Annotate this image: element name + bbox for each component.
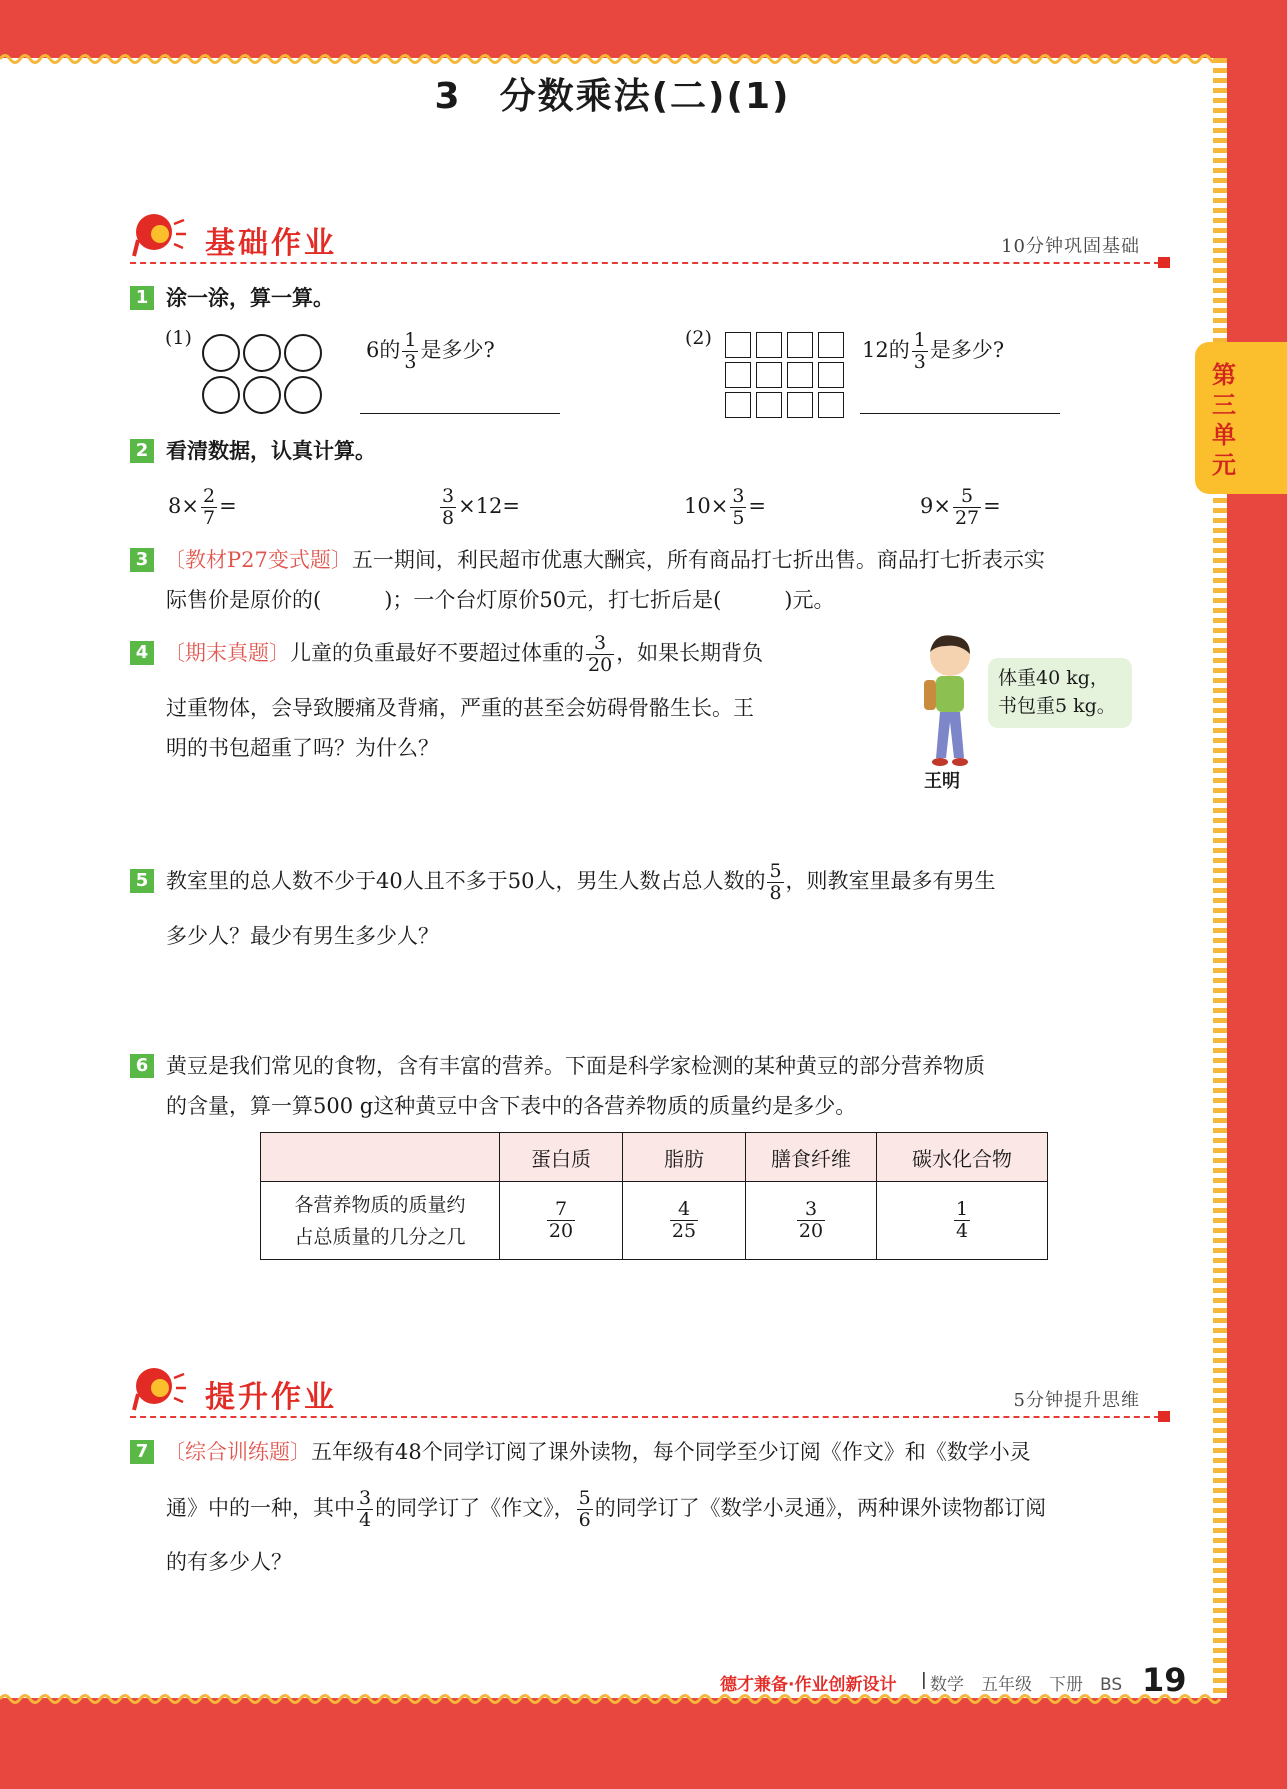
paint-square[interactable] [787, 392, 813, 418]
fraction-denominator: 25 [671, 1220, 697, 1242]
fraction-denominator: 20 [798, 1220, 824, 1242]
question-number: 7 [130, 1440, 154, 1464]
fraction-numerator: 1 [955, 1198, 969, 1220]
wave-border-top [0, 52, 1225, 66]
fraction-denominator: 4 [955, 1220, 969, 1242]
paint-square[interactable] [787, 362, 813, 388]
paint-circle[interactable] [284, 376, 322, 414]
page-title: 3 分数乘法(二)(1) [434, 76, 791, 117]
question-number: 5 [130, 869, 154, 893]
fraction-denominator: 5 [732, 507, 745, 529]
unit-side-tab[interactable] [1195, 342, 1287, 494]
table-row-label-line: 占总质量的几分之几 [294, 1225, 466, 1248]
section-title-advanced: 提升作业 [205, 1380, 337, 1415]
expression [684, 486, 766, 529]
expression [920, 486, 1001, 529]
nutrition-table [260, 1132, 1048, 1260]
paint-circle[interactable] [202, 376, 240, 414]
text-span: 6的 [366, 338, 401, 362]
paint-square[interactable] [725, 362, 751, 388]
fraction [586, 633, 614, 676]
fraction [577, 1488, 593, 1531]
question-text: 的含量，算一算500 g这种黄豆中含下表中的各营养物质的质量约是多少。 [166, 1094, 857, 1118]
fraction [912, 330, 928, 373]
table-header-cell: 蛋白质 [500, 1133, 623, 1182]
fraction-numerator: 7 [547, 1199, 575, 1221]
text-span: 教室里的总人数不少于40人且不多于50人，男生人数占总人数的 [166, 869, 766, 893]
text-span: = [983, 494, 1001, 518]
table-row-label [261, 1182, 500, 1260]
table-row [261, 1182, 1048, 1260]
text-span: = [219, 494, 237, 518]
answer-line[interactable] [860, 413, 1060, 414]
fraction-denominator: 7 [202, 507, 216, 529]
fraction-denominator: 8 [769, 882, 782, 904]
question-text: 明的书包超重了吗？为什么？ [166, 736, 439, 760]
text-span: 是多少? [420, 338, 495, 362]
question-text: 过重物体，会导致腰痛及背痛，严重的甚至会妨碍骨骼生长。王 [166, 696, 754, 720]
text-span: ，如果长期背负 [616, 641, 764, 665]
section-title-basic: 基础作业 [205, 226, 337, 261]
boy-illustration-icon [910, 630, 990, 770]
paint-square[interactable] [818, 392, 844, 418]
fraction-denominator: 3 [404, 351, 417, 373]
section-divider-end [1158, 257, 1170, 268]
text-span: 儿童的负重最好不要超过体重的 [290, 641, 584, 665]
question-number: 4 [130, 641, 154, 665]
section-divider [130, 1416, 1170, 1418]
table-row-label-line: 各营养物质的质量约 [294, 1193, 466, 1216]
section-note-basic: 10分钟巩固基础 [1001, 236, 1140, 257]
fraction [402, 330, 418, 373]
answer-line[interactable] [360, 413, 560, 414]
paint-circle[interactable] [202, 334, 240, 372]
fraction-denominator: 3 [913, 351, 926, 373]
text-span: 五一期间，利民超市优惠大酬宾，所有商品打七折出售。商品打七折表示实 [351, 548, 1045, 572]
fraction-numerator: 3 [442, 485, 455, 507]
question-text: 涂一涂，算一算。 [166, 286, 334, 310]
footer-brand: 德才兼备·作业创新设计 [720, 1675, 897, 1695]
table-cell [746, 1182, 877, 1260]
question-text: 黄豆是我们常见的食物，含有丰富的营养。下面是科学家检测的某种黄豆的部分营养物质 [166, 1054, 985, 1078]
section-header-basic [130, 208, 1170, 268]
lightbulb-icon [130, 1364, 188, 1414]
fraction-numerator: 1 [404, 329, 417, 351]
table-header-cell: 脂肪 [623, 1133, 746, 1182]
fraction [440, 486, 456, 529]
question-text [166, 1488, 1046, 1531]
table-header-cell: 膳食纤维 [746, 1133, 877, 1182]
question-text: 际售价是原价的( )；一个台灯原价50元，打七折后是( )元。 [166, 588, 835, 612]
fraction-numerator: 1 [913, 329, 926, 351]
speech-bubble [988, 658, 1132, 728]
question-number: 6 [130, 1054, 154, 1078]
fraction [767, 861, 783, 904]
paint-square[interactable] [818, 362, 844, 388]
fraction-denominator: 27 [954, 507, 980, 529]
paint-square[interactable] [787, 332, 813, 358]
fraction [670, 1199, 698, 1242]
paint-square[interactable] [725, 332, 751, 358]
fraction [547, 1199, 575, 1242]
question-text [164, 540, 1045, 580]
table-header-cell: 碳水化合物 [877, 1133, 1048, 1182]
text-span: 8× [168, 494, 199, 518]
fraction-denominator: 8 [442, 507, 455, 529]
question-text: 看清数据，认真计算。 [166, 439, 376, 463]
speech-bubble-line: 体重40 kg， [998, 667, 1109, 689]
table-corner-cell [261, 1133, 500, 1182]
paint-square[interactable] [756, 332, 782, 358]
table-cell [623, 1182, 746, 1260]
text-span: 是多少? [929, 338, 1005, 362]
fraction [797, 1199, 825, 1242]
question-text [166, 861, 996, 904]
paint-circle[interactable] [243, 334, 281, 372]
text-span: = [748, 494, 767, 518]
paint-square[interactable] [725, 392, 751, 418]
wave-border-right [1213, 58, 1227, 1698]
lightbulb-icon [130, 210, 188, 260]
fraction-numerator: 3 [797, 1199, 825, 1221]
paint-square[interactable] [818, 332, 844, 358]
fraction-numerator: 3 [732, 485, 745, 507]
text-span: 9× [920, 494, 951, 518]
fraction [954, 1199, 970, 1242]
part-label: (1) [165, 327, 192, 349]
fraction-numerator: 5 [769, 860, 782, 882]
question-text [862, 330, 1004, 373]
paint-circle[interactable] [284, 334, 322, 372]
fraction-numerator: 4 [670, 1199, 698, 1221]
text-span: 的同学订了《作文》， [375, 1496, 575, 1520]
table-cell [877, 1182, 1048, 1260]
text-span: 12的 [862, 338, 910, 362]
speech-bubble-line: 书包重5 kg。 [998, 695, 1116, 717]
fraction-numerator: 5 [578, 1487, 591, 1509]
fraction-numerator: 3 [586, 633, 614, 655]
question-text [164, 633, 763, 676]
fraction [730, 486, 746, 529]
unit-side-tab-label: 第三单元 [1212, 361, 1236, 479]
fraction [953, 486, 981, 529]
fraction-denominator: 20 [548, 1220, 574, 1242]
text-span: 的同学订了《数学小灵通》，两种课外读物都订阅 [594, 1496, 1047, 1520]
footer-info: 数学 五年级 下册 BS [930, 1675, 1123, 1695]
question-number: 3 [130, 548, 154, 572]
paint-square[interactable] [756, 392, 782, 418]
table-cell [500, 1182, 623, 1260]
text-span: ，则教室里最多有男生 [785, 869, 996, 893]
question-number: 1 [130, 286, 154, 310]
section-divider-end [1158, 1411, 1170, 1422]
question-number: 2 [130, 439, 154, 463]
section-header-advanced [130, 1362, 1170, 1422]
expression [438, 486, 520, 529]
fraction-numerator: 3 [359, 1487, 372, 1509]
section-divider [130, 262, 1170, 264]
question-tag: 〔期末真题〕 [164, 641, 290, 665]
paint-square[interactable] [756, 362, 782, 388]
paint-circle[interactable] [243, 376, 281, 414]
fraction-numerator: 2 [202, 485, 216, 507]
question-tag: 〔综合训练题〕 [164, 1440, 311, 1464]
fraction-numerator: 5 [953, 486, 981, 508]
text-span: 10× [684, 494, 729, 518]
page-number: 19 [1142, 1661, 1187, 1699]
text-span: 五年级有48个同学订阅了课外读物，每个同学至少订阅《作文》和《数学小灵 [311, 1440, 1031, 1464]
question-text [366, 330, 495, 373]
question-tag: 〔教材P27变式题〕 [164, 548, 352, 572]
fraction [357, 1488, 373, 1531]
question-text: 多少人？最少有男生多少人？ [166, 924, 439, 948]
part-label: (2) [685, 327, 712, 349]
expression [168, 486, 237, 529]
fraction-denominator: 6 [578, 1509, 591, 1531]
question-text [164, 1432, 1031, 1472]
question-text: 的有多少人？ [166, 1550, 292, 1574]
character-name: 王明 [924, 771, 960, 792]
fraction-denominator: 4 [359, 1509, 372, 1531]
footer-separator: | [921, 1670, 927, 1690]
section-note-advanced: 5分钟提升思维 [1013, 1390, 1140, 1411]
text-span: 通》中的一种，其中 [166, 1496, 355, 1520]
fraction [201, 486, 217, 529]
fraction-denominator: 20 [588, 654, 613, 676]
table-header-row [261, 1133, 1048, 1182]
text-span: ×12= [458, 494, 521, 518]
